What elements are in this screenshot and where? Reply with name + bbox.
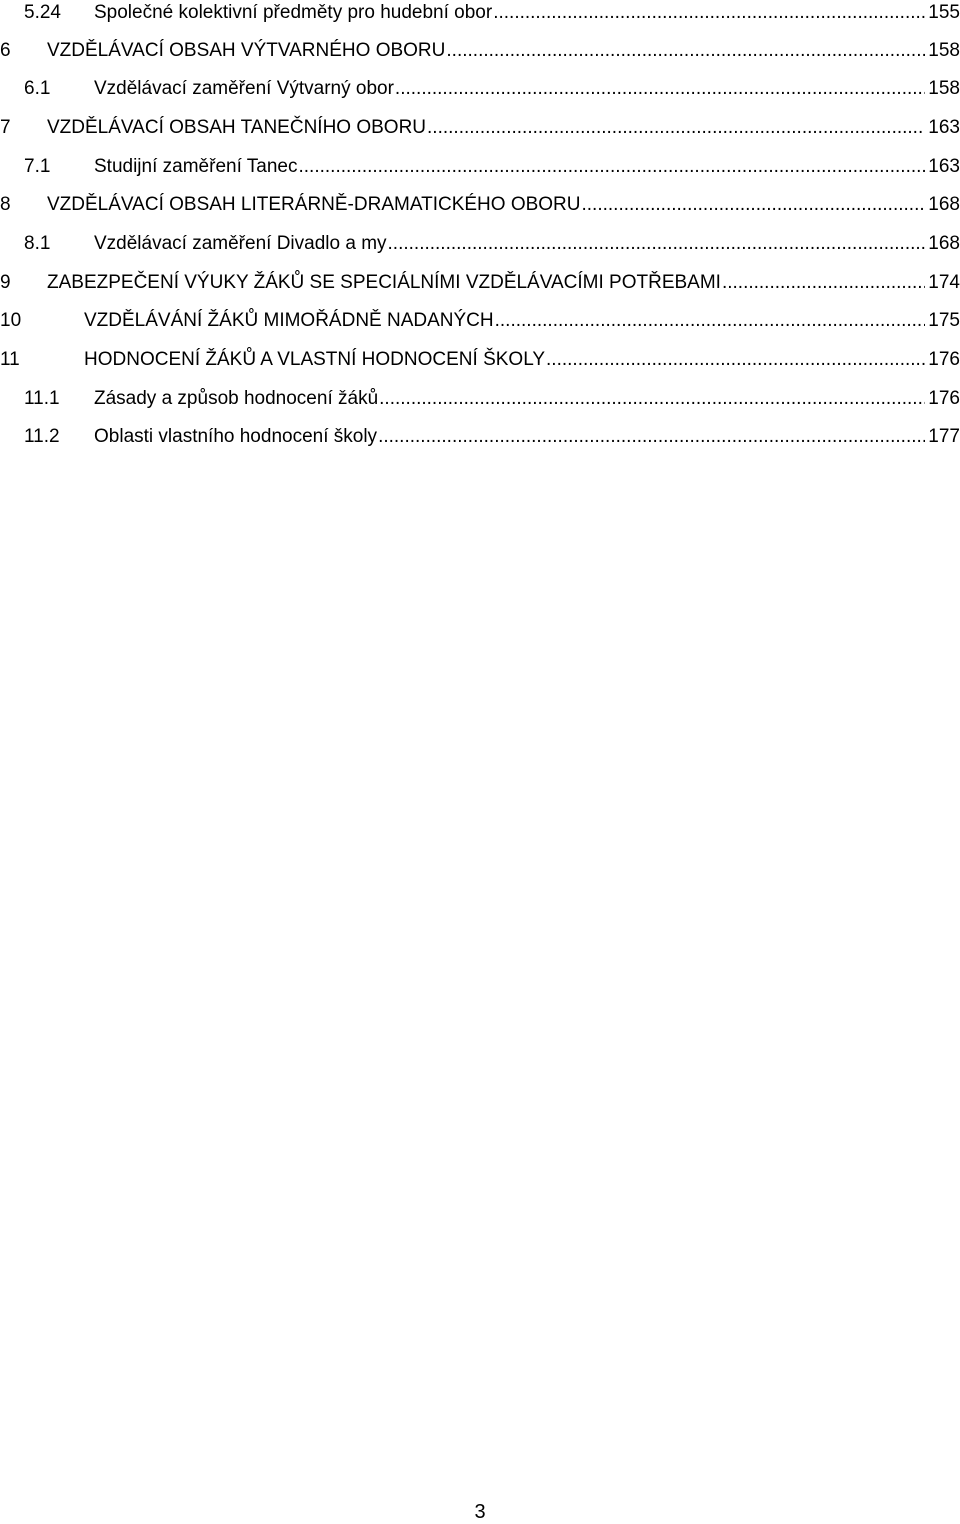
- dot-leader: [427, 116, 925, 140]
- toc-entry[interactable]: [0, 116, 960, 154]
- toc-entry[interactable]: [0, 309, 960, 347]
- toc-entry-title: VZDĚLÁVACÍ OBSAH LITERÁRNĚ-DRAMATICKÉHO OBORU: [47, 194, 581, 215]
- toc-entry-title: Oblasti vlastního hodnocení školy: [94, 426, 378, 447]
- toc-entry[interactable]: [0, 271, 960, 309]
- toc-entry-title: VZDĚLÁVACÍ OBSAH VÝTVARNÉHO OBORU: [47, 40, 446, 61]
- toc-entry-title: Společné kolektivní předměty pro hudební obor: [94, 2, 493, 23]
- toc-entry-page: 174: [928, 272, 960, 293]
- toc-entry-page: 158: [928, 78, 960, 99]
- toc-entry[interactable]: [0, 348, 960, 386]
- dot-leader: [546, 348, 925, 372]
- dot-leader: [388, 232, 926, 256]
- toc-entry[interactable]: [0, 77, 960, 115]
- toc-entry-title: VZDĚLÁVACÍ OBSAH TANEČNÍHO OBORU: [47, 117, 427, 138]
- toc-entry[interactable]: [0, 425, 960, 463]
- toc-entry-page: 175: [928, 310, 960, 331]
- toc-entry-number: 11.2: [24, 426, 60, 447]
- toc-entry-title: HODNOCENÍ ŽÁKŮ A VLASTNÍ HODNOCENÍ ŠKOLY: [84, 349, 546, 370]
- toc-entry-page: 158: [928, 40, 960, 61]
- toc-entry-number: 10: [0, 310, 22, 331]
- dot-leader: [299, 155, 926, 179]
- toc-entry[interactable]: [0, 39, 960, 77]
- toc-entry-page: 168: [928, 194, 960, 215]
- dot-leader: [446, 39, 925, 63]
- toc-entry-number: 8.1: [24, 233, 51, 254]
- toc-entry-title: Vzdělávací zaměření Divadlo a my: [94, 233, 387, 254]
- toc-entry-title: Studijní zaměření Tanec: [94, 156, 298, 177]
- page-number: 3: [474, 1501, 486, 1523]
- toc-entry-title: ZABEZPEČENÍ VÝUKY ŽÁKŮ SE SPECIÁLNÍMI VZDĚLÁVACÍMI POTŘEBAMI: [47, 272, 721, 293]
- toc-entry-number: 9: [0, 272, 11, 293]
- toc-entry-page: 155: [928, 2, 960, 23]
- toc-entry[interactable]: [0, 155, 960, 193]
- toc-entry[interactable]: [0, 387, 960, 425]
- dot-leader: [495, 309, 926, 333]
- toc-entry-number: 11: [0, 349, 20, 370]
- toc-entry-title: Vzdělávací zaměření Výtvarný obor: [94, 78, 394, 99]
- dot-leader: [493, 1, 925, 25]
- toc-entry-page: 168: [928, 233, 960, 254]
- toc-entry-title: Zásady a způsob hodnocení žáků: [94, 388, 379, 409]
- toc-entry-number: 7: [0, 117, 11, 138]
- dot-leader: [379, 387, 925, 411]
- toc-entry[interactable]: [0, 193, 960, 231]
- toc-entry-page: 163: [928, 117, 960, 138]
- toc-entry[interactable]: [0, 232, 960, 270]
- toc-entry-number: 8: [0, 194, 11, 215]
- toc-entry-number: 6.1: [24, 78, 51, 99]
- toc-entry[interactable]: [0, 1, 960, 39]
- toc-entry-page: 177: [928, 426, 960, 447]
- toc-entry-page: 163: [928, 156, 960, 177]
- toc-entry-number: 11.1: [24, 388, 60, 409]
- toc-entry-number: 5.24: [24, 2, 61, 23]
- toc-entry-number: 7.1: [24, 156, 51, 177]
- dot-leader: [722, 271, 925, 295]
- dot-leader: [582, 193, 926, 217]
- toc-entry-number: 6: [0, 40, 11, 61]
- dot-leader: [378, 425, 925, 449]
- toc-entry-title: VZDĚLÁVÁNÍ ŽÁKŮ MIMOŘÁDNĚ NADANÝCH: [84, 310, 494, 331]
- toc-entry-page: 176: [928, 349, 960, 370]
- dot-leader: [395, 77, 925, 101]
- toc-entry-page: 176: [928, 388, 960, 409]
